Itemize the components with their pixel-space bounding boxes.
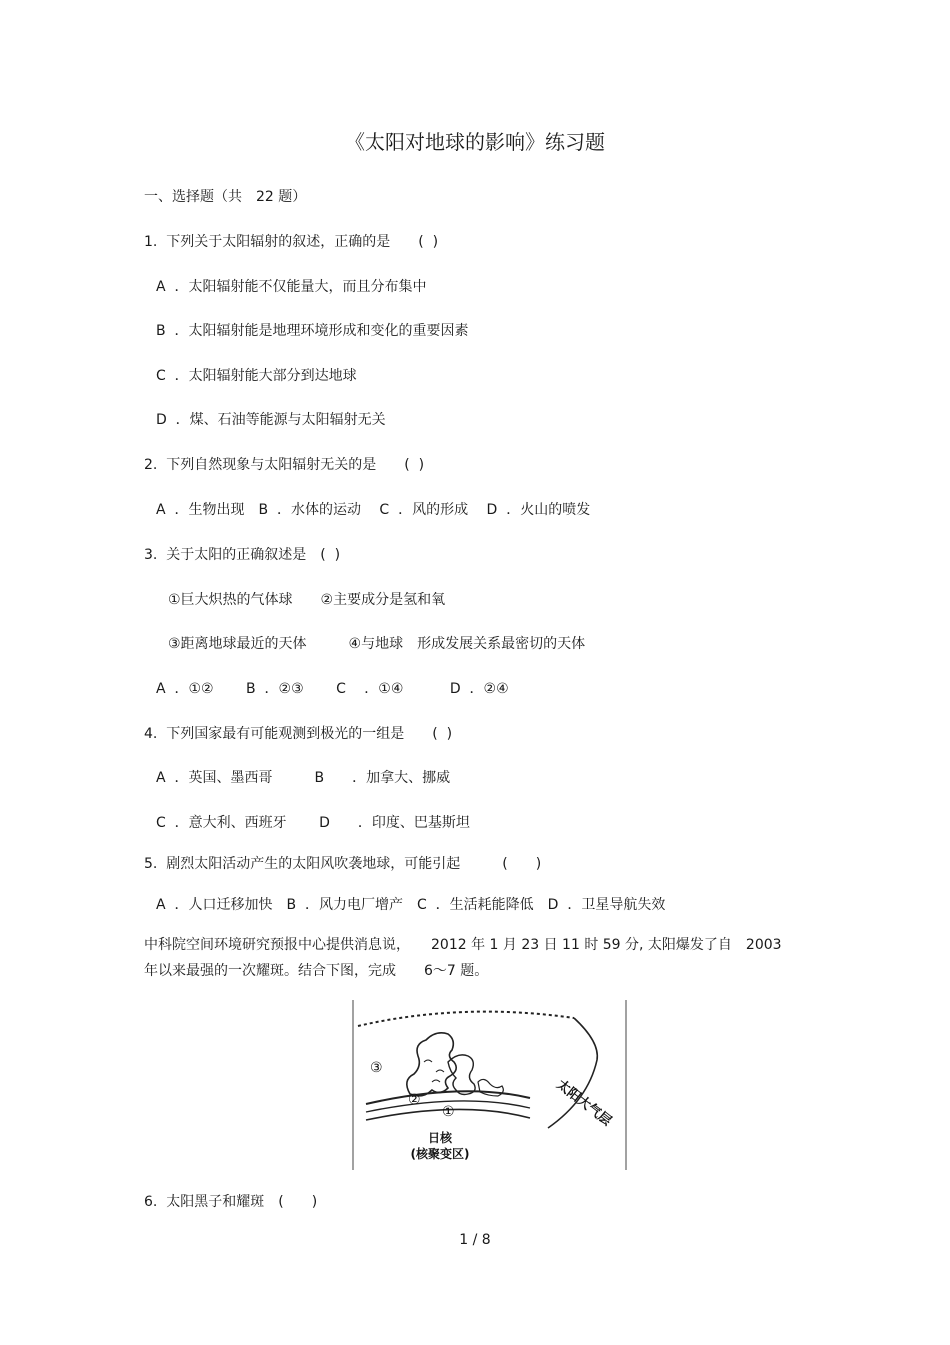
question-4-options-1: A ．英国、墨西哥 B ．加拿大、挪威 [156, 770, 451, 786]
question-2-options: A ．生物出现 B ．水体的运动 C ．风的形成 D ．火山的喷发 [156, 502, 591, 518]
corona-boundary [358, 1012, 574, 1026]
question-1-stem: 1. 下列关于太阳辐射的叙述，正确的是 ( ) [144, 234, 439, 250]
solar-atmosphere-figure [352, 1000, 628, 1170]
passage-line-2: 年以来最强的一次耀斑。结合下图，完成 6～7 题。 [144, 963, 489, 979]
question-6-stem: 6. 太阳黑子和耀斑 ( ) [144, 1194, 318, 1210]
layer-label-1: ① [442, 1104, 455, 1120]
atmosphere-label: 太阳大气层 [553, 1077, 615, 1130]
page-number: 1 / 8 [459, 1232, 491, 1248]
question-2-stem: 2. 下列自然现象与太阳辐射无关的是 ( ) [144, 457, 425, 473]
question-4-stem: 4. 下列国家最有可能观测到极光的一组是 ( ) [144, 726, 453, 742]
question-1-option-c: C ．太阳辐射能大部分到达地球 [156, 368, 357, 384]
layer-label-3: ③ [370, 1060, 383, 1076]
passage-line-1: 中科院空间环境研究预报中心提供消息说， 2012 年 1 月 23 日 11 时 59 分, 太阳爆发了自 2003 [144, 937, 782, 953]
question-1-option-d: D ．煤、石油等能源与太阳辐射无关 [156, 412, 386, 428]
question-4-options-2: C ．意大利、西班牙 D ．印度、巴基斯坦 [156, 815, 470, 831]
question-1-option-a: A ．太阳辐射能不仅能量大，而且分布集中 [156, 279, 427, 295]
chromosphere-line [366, 1091, 530, 1104]
core-sublabel: (核聚变区) [410, 1147, 470, 1161]
question-3-statements-1: ①巨大炽热的气体球 ②主要成分是氢和氧 [168, 592, 446, 608]
question-1-option-b: B ．太阳辐射能是地理环境形成和变化的重要因素 [156, 323, 469, 339]
question-3-statements-2: ③距离地球最近的天体 ④与地球 形成发展关系最密切的天体 [168, 636, 586, 652]
core-label: 日核 [427, 1131, 453, 1145]
page-title: 《太阳对地球的影响》练习题 [345, 130, 605, 154]
question-3-stem: 3. 关于太阳的正确叙述是 ( ) [144, 547, 341, 563]
prominence-detail [424, 1060, 444, 1082]
section-heading: 一、选择题（共 22 题） [144, 189, 307, 205]
layer-label-2: ② [408, 1092, 421, 1108]
question-5-stem: 5. 剧烈太阳活动产生的太阳风吹袭地球，可能引起 ( ) [144, 856, 542, 872]
question-5-options: A ．人口迁移加快 B ．风力电厂增产 C ．生活耗能降低 D ．卫星导航失效 [156, 897, 666, 913]
question-3-options: A ．①② B ．②③ C ．①④ D ．②④ [156, 681, 509, 697]
